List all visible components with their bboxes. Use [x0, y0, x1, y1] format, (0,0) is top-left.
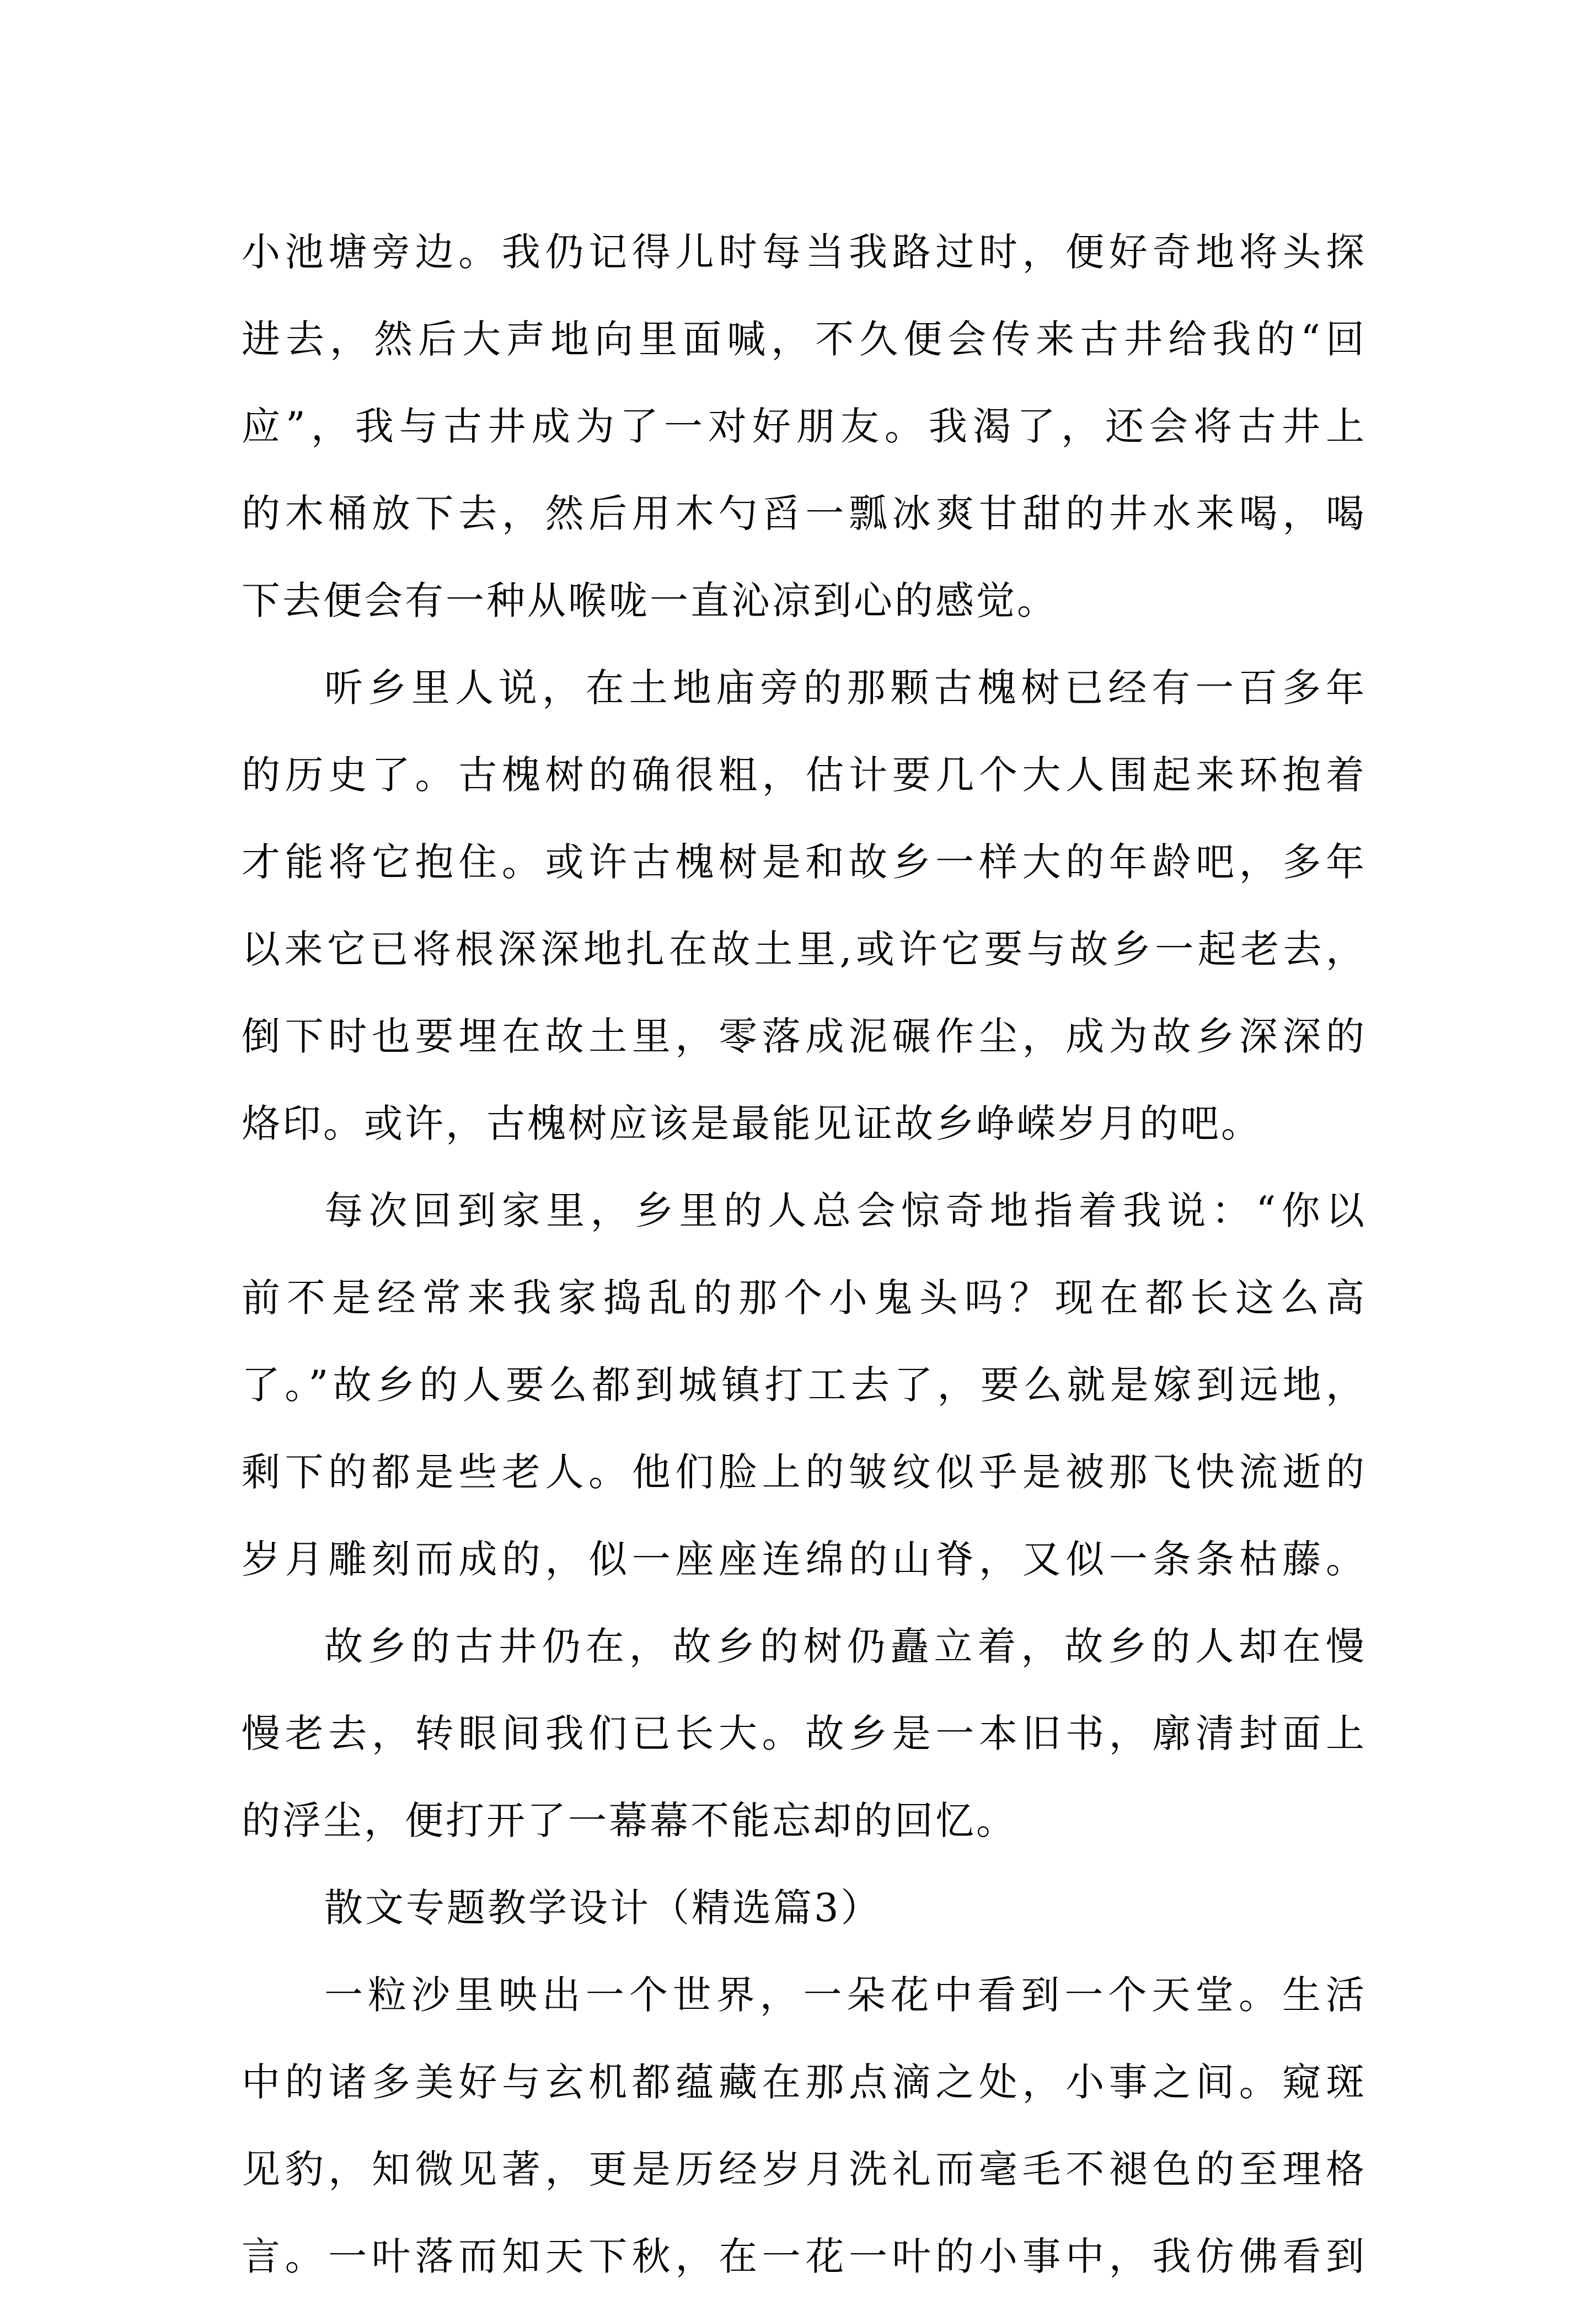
- text-line: 了。”故乡的人要么都到城镇打工去了，要么就是嫁到远地，: [242, 1362, 1367, 1408]
- text-line: 散文专题教学设计（精选篇3）: [324, 1885, 882, 1930]
- text-line: 以来它已将根深深地扎在故土里,或许它要与故乡一起老去，: [242, 927, 1367, 972]
- text-line: 进去，然后大声地向里面喊，不久便会传来古井给我的“回: [242, 317, 1367, 362]
- text-line: 每次回到家里，乡里的人总会惊奇地指着我说：“你以: [324, 1188, 1367, 1233]
- text-line: 应”，我与古井成为了一对好朋友。我渴了，还会将古井上: [242, 404, 1367, 449]
- text-line: 倒下时也要埋在故土里，零落成泥碾作尘，成为故乡深深的: [242, 1014, 1367, 1059]
- text-line: 烙印。或许，古槐树应该是最能见证故乡峥嵘岁月的吧。: [242, 1101, 1262, 1146]
- text-line: 见豹，知微见著，更是历经岁月洗礼而毫毛不褪色的至理格: [242, 2147, 1367, 2192]
- text-line: 前不是经常来我家捣乱的那个小鬼头吗？现在都长这么高: [242, 1275, 1367, 1320]
- text-line: 才能将它抱住。或许古槐树是和故乡一样大的年龄吧，多年: [242, 839, 1367, 885]
- document-body: [242, 208, 1367, 2300]
- text-line: 小池塘旁边。我仍记得儿时每当我路过时，便好奇地将头探: [242, 229, 1367, 275]
- text-line: 言。一叶落而知天下秋，在一花一叶的小事中，我仿佛看到: [242, 2234, 1367, 2279]
- text-line: 的木桶放下去，然后用木勺舀一瓢冰爽甘甜的井水来喝，喝: [242, 491, 1367, 536]
- text-line: 中的诸多美好与玄机都蕴藏在那点滴之处，小事之间。窥斑: [242, 2060, 1367, 2105]
- text-line: 故乡的古井仍在，故乡的树仍矗立着，故乡的人却在慢: [324, 1624, 1367, 1669]
- text-line: 剩下的都是些老人。他们脸上的皱纹似乎是被那飞快流逝的: [242, 1449, 1367, 1495]
- text-line: 听乡里人说，在土地庙旁的那颗古槐树已经有一百多年: [324, 665, 1367, 710]
- text-line: 慢老去，转眼间我们已长大。故乡是一本旧书，廓清封面上: [242, 1711, 1367, 1756]
- text-line: 的历史了。古槐树的确很粗，估计要几个大人围起来环抱着: [242, 752, 1367, 798]
- text-line: 一粒沙里映出一个世界，一朵花中看到一个天堂。生活: [324, 1972, 1367, 2018]
- text-line: 岁月雕刻而成的，似一座座连绵的山脊，又似一条条枯藤。: [242, 1537, 1367, 1582]
- text-line: 的浮尘，便打开了一幕幕不能忘却的回忆。: [242, 1798, 1017, 1843]
- text-line: 下去便会有一种从喉咙一直沁凉到心的感觉。: [242, 578, 1058, 623]
